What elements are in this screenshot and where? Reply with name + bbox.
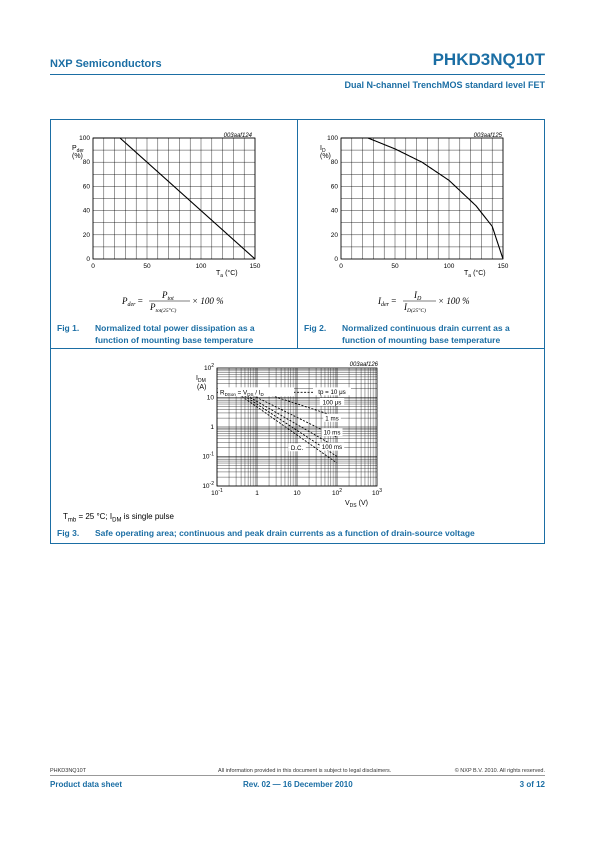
- fig3-pulse-label: 10 ms: [323, 429, 341, 437]
- svg-text:× 100 %: × 100 %: [192, 296, 224, 306]
- fig3-plot: [202, 363, 382, 497]
- fig1-ytick-label: 60: [82, 183, 90, 191]
- fig2-ytick-label: 20: [330, 231, 338, 239]
- fig1-plot: [79, 135, 261, 270]
- fig3-ytick-label: $10^{-2}$: [202, 481, 214, 490]
- fig3-ytick-label: $10^{-1}$: [202, 451, 214, 461]
- fig2-caption: Fig 2. Normalized continuous drain current as a function of mounting base temperature: [304, 323, 510, 345]
- footer-disclaimer: All information provided in this document is subject to legal disclaimers.: [218, 768, 392, 774]
- footer-doc-id: PHKD3NQ10T: [50, 768, 87, 774]
- fig3-ylabel-unit: (A): [197, 384, 207, 391]
- footer-revision: Rev. 02 — 16 December 2010: [243, 780, 353, 789]
- fig1-xtick-label: 0: [91, 263, 95, 270]
- footer-page: 3 of 12: [519, 780, 545, 789]
- fig2-xtick-label: 100: [443, 263, 455, 270]
- fig2-ytick-label: 60: [330, 183, 338, 191]
- fig3-xtick-label: $10^2$: [331, 488, 343, 497]
- fig2-code: 003aaf125: [473, 133, 502, 139]
- fig1-ylabel: $P_{der}$: [72, 145, 84, 154]
- product-title: PHKD3NQ10T: [432, 50, 545, 69]
- fig1-xtick-label: 150: [249, 263, 261, 270]
- fig3-caption: Fig 3. Safe operating area; continuous and peak drain currents as a function of drain-source voltage: [57, 528, 475, 538]
- fig2-ylabel: $I_D$: [320, 145, 326, 154]
- company-name: NXP Semiconductors: [50, 58, 162, 70]
- product-subtitle: Dual N-channel TrenchMOS standard level FET: [344, 80, 545, 90]
- figure-divider-horizontal: [50, 348, 545, 349]
- svg-text:ID: $I_D$: [414, 290, 422, 302]
- fig1-caption: Fig 1. Normalized total power dissipation as a function of mounting base temperature: [57, 323, 255, 345]
- fig3-ytick-label: $10^2$: [203, 363, 214, 372]
- fig3-xtick-label: $10^{-1}$: [211, 488, 223, 497]
- fig2-ytick-label: 0: [334, 256, 338, 263]
- fig3-pulse-label: D.C.: [290, 444, 304, 452]
- fig2-xtick-label: 0: [339, 263, 343, 270]
- fig3-xtick-label: $10^3$: [371, 488, 383, 497]
- fig3-pulse-label: 100 μs: [322, 399, 342, 407]
- footer-doc-type: Product data sheet: [50, 780, 123, 789]
- fig3-code: 003aaf126: [349, 362, 378, 368]
- footer-rule: [50, 775, 545, 776]
- fig3-xtick-label: 10: [293, 490, 301, 497]
- fig2-ylabel-unit: (%): [320, 153, 331, 160]
- fig3-chart: [190, 356, 400, 511]
- fig1-ytick-label: 0: [86, 256, 90, 263]
- fig1-ytick-label: 80: [82, 159, 90, 167]
- svg-text:Ptot(25°C): $P_{tot(25^\circ C)}$: [150, 302, 177, 314]
- svg-text:× 100 %: × 100 %: [438, 296, 470, 306]
- fig2-xtick-label: 50: [391, 263, 399, 270]
- svg-text:Pder =: $P_{der}$ =: [122, 296, 143, 308]
- fig3-rdson-label: $R_{DSon} = V_{DS} / I_D$: [220, 389, 264, 397]
- fig3-ylabel: $I_{DM}$: [196, 375, 206, 384]
- fig2-ytick-label: 100: [327, 135, 338, 142]
- fig1-ylabel-unit: (%): [72, 153, 83, 160]
- footer-copyright: © NXP B.V. 2010. All rights reserved.: [454, 768, 545, 774]
- fig3-ytick-label: 10: [206, 394, 214, 402]
- fig3-pulse-label: 1 ms: [325, 415, 339, 423]
- fig1-ytick-label: 20: [82, 231, 90, 239]
- fig3-ytick-label: 1: [210, 424, 214, 431]
- fig1-code: 003aaf124: [223, 133, 252, 139]
- svg-text:Ider =: $I_{der}$ =: [378, 296, 397, 308]
- header-rule: [50, 74, 545, 75]
- fig2-plot: [327, 135, 509, 270]
- fig1-ytick-label: 40: [82, 207, 90, 215]
- fig2-formula: [376, 288, 496, 318]
- svg-text:ID(25°C): $I_{D(25^\circ C)}$: [404, 302, 427, 314]
- fig1-xtick-label: 50: [143, 263, 151, 270]
- fig2-xlabel: $T_a$ (°C): [464, 270, 486, 279]
- fig3-xtick-label: 1: [255, 490, 259, 497]
- fig3-xlabel: $V_{DS}$ (V): [345, 500, 368, 509]
- fig1-xtick-label: 100: [195, 263, 207, 270]
- fig1-xlabel: $T_a$ (°C): [216, 270, 238, 279]
- fig1-formula: [120, 288, 240, 318]
- fig3-pulse-label: tp = 10 μs: [318, 388, 346, 396]
- fig2-ytick-label: 80: [330, 159, 338, 167]
- fig2-xtick-label: 150: [497, 263, 509, 270]
- fig3-note: $T_{mb} = 25$ °C; $I_{DM}$ is single pulse: [63, 512, 174, 524]
- fig2-ytick-label: 40: [330, 207, 338, 215]
- fig1-ytick-label: 100: [79, 135, 90, 142]
- fig3-pulse-label: 100 ms: [321, 444, 343, 452]
- svg-text:Ptot: $P_{tot}$: [162, 290, 174, 302]
